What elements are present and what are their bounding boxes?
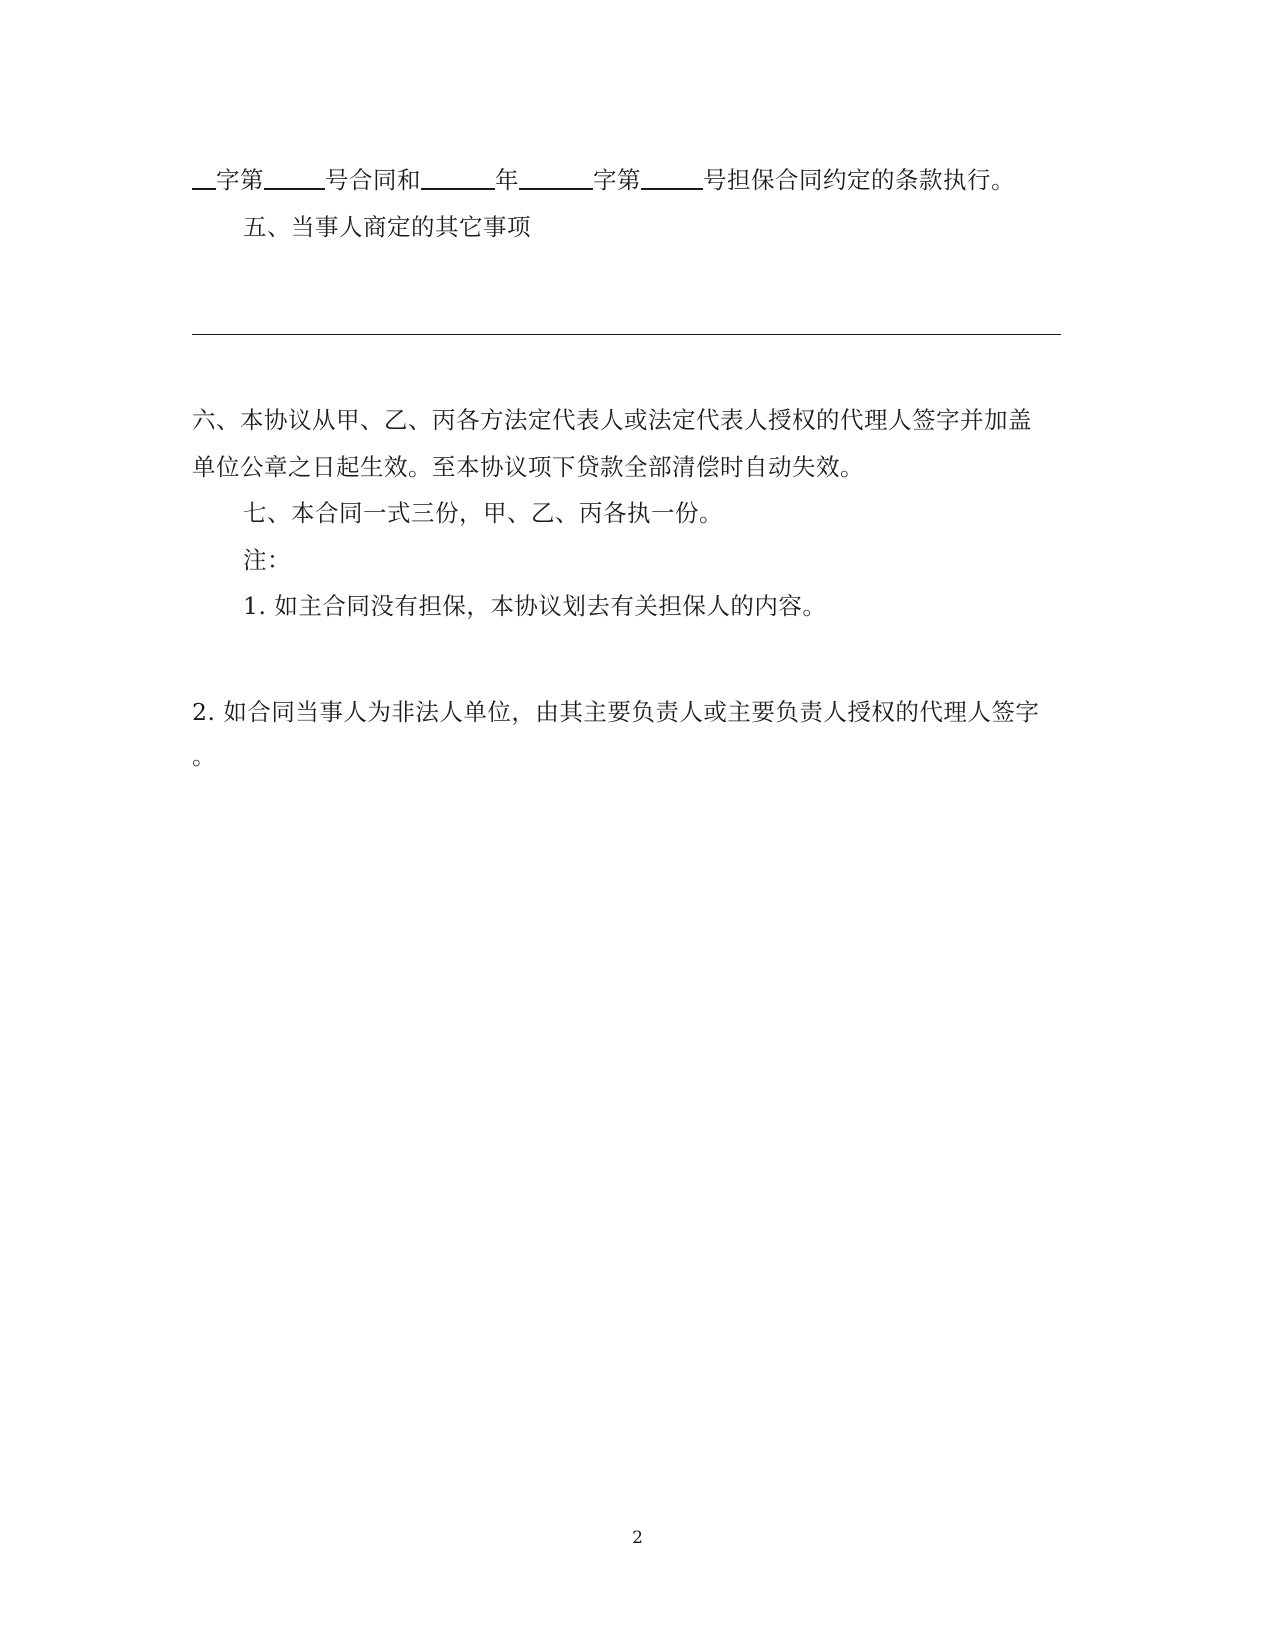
section-5-heading: 五、当事人商定的其它事项 xyxy=(243,213,531,241)
contract-reference-line xyxy=(192,164,1015,196)
blank-field xyxy=(264,166,325,190)
note-2-line-2: 。 xyxy=(192,742,216,770)
text-segment: 号担保合同约定的条款执行。 xyxy=(703,166,1015,194)
section-6-line-1: 六、本协议从甲、乙、丙各方法定代表人或法定代表人授权的代理人签字并加盖 xyxy=(192,406,1032,434)
text-segment: 年 xyxy=(495,166,519,194)
blank-field xyxy=(192,166,216,190)
fill-in-rule xyxy=(192,334,1061,335)
text-segment: 字第 xyxy=(216,166,264,194)
note-2-line-1: 2. 如合同当事人为非法人单位，由其主要负责人或主要负责人授权的代理人签字 xyxy=(192,698,1040,726)
note-label: 注： xyxy=(243,546,291,574)
note-1: 1. 如主合同没有担保，本协议划去有关担保人的内容。 xyxy=(243,592,827,620)
text-segment: 字第 xyxy=(593,166,641,194)
text-segment: 号合同和 xyxy=(325,166,421,194)
blank-field xyxy=(519,166,593,190)
blank-field xyxy=(421,166,495,190)
page-number: 2 xyxy=(632,1528,643,1548)
section-6-line-2: 单位公章之日起生效。至本协议项下贷款全部清偿时自动失效。 xyxy=(192,453,864,481)
section-7: 七、本合同一式三份，甲、乙、丙各执一份。 xyxy=(243,499,723,527)
blank-field xyxy=(641,166,703,190)
